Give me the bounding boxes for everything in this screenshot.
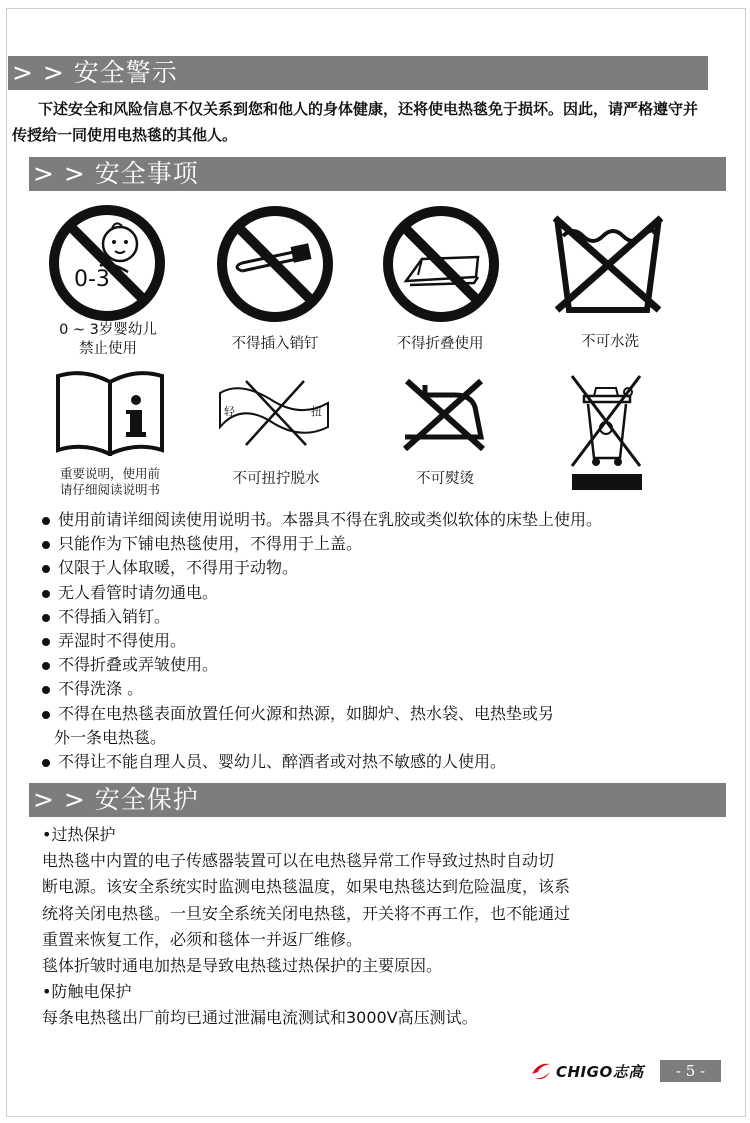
- brand-name: CHIGO志高: [556, 1062, 644, 1081]
- overheat-title: •过热保护: [42, 825, 116, 844]
- rule-item: 只能作为下铺电热毯使用，不得用于上盖。: [42, 532, 702, 556]
- chigo-logo: [530, 1059, 655, 1083]
- overheat-line: 电热毯中内置的电子传感器装置可以在电热毯异常工作导致过热时自动切: [42, 851, 555, 871]
- no-iron-icon: [395, 377, 491, 451]
- rule-item: 不得让不能自理人员、婴幼儿、醉酒者或对热不敏感的人使用。: [42, 750, 702, 774]
- no-wash-icon: [549, 210, 667, 318]
- caption-no-pin: 不得插入销钉: [231, 336, 319, 352]
- chigo-logo-icon: [530, 1062, 552, 1080]
- section-header-items: > > 安全事项: [29, 157, 726, 191]
- rule-item: 仅限于人体取暖，不得用于动物。: [42, 556, 702, 580]
- rule-item: 使用前请详细阅读使用说明书。本器具不得在乳胶或类似软体的床垫上使用。: [42, 508, 702, 532]
- infant-age-label: 0-3: [74, 267, 110, 292]
- page-number: - 5 -: [660, 1060, 721, 1082]
- safety-rules-list: [42, 508, 702, 774]
- no-fold-icon: [382, 205, 500, 323]
- wring-left-label: 轻: [224, 405, 235, 418]
- rule-item: 无人看管时请勿通电。: [42, 581, 702, 605]
- no-pin-icon: [216, 205, 334, 323]
- read-manual-icon: [54, 370, 168, 456]
- protection-section: [42, 822, 702, 1032]
- rule-item-continuation: 外一条电热毯。: [54, 727, 167, 747]
- section-header-protection: > > 安全保护: [29, 783, 726, 817]
- rule-item: 不得洗涤 。: [42, 677, 702, 701]
- caption-read-manual: 重要说明，使用前 请仔细阅读说明书: [59, 466, 160, 497]
- intro-paragraph: 下述安全和风险信息不仅关系到您和他人的身体健康，还将使电热毯免于损坏。因此，请严格遵守并传授给一同使用电热毯的其他人。: [12, 100, 699, 144]
- rule-item: 不得在电热毯表面放置任何火源和热源，如脚炉、热水袋、电热垫或另: [42, 702, 702, 726]
- rule-item: 弄湿时不得使用。: [42, 629, 702, 653]
- section-header-warning: > > 安全警示: [8, 56, 708, 90]
- overheat-line: 断电源。该安全系统实时监测电热毯温度，如果电热毯达到危险温度，该系: [42, 877, 571, 897]
- caption-no-wash: 不可水洗: [581, 334, 639, 350]
- caption-no-wring: 不可扭拧脱水: [232, 471, 320, 487]
- overheat-line: 统将关闭电热毯。一旦安全系统关闭电热毯，开关将不再工作，也不能通过: [42, 903, 571, 923]
- caption-no-iron: 不可熨烫: [416, 471, 474, 487]
- overheat-line: 毯体折皱时通电加热是导致电热毯过热保护的主要原因。: [42, 956, 443, 976]
- overheat-line: 重置来恢复工作，必须和毯体一并返厂维修。: [42, 929, 363, 949]
- rule-item: 不得插入销钉。: [42, 605, 702, 629]
- caption-no-infant: 0 ~ 3岁婴幼儿 禁止使用: [59, 322, 157, 357]
- no-bin-icon: [566, 374, 646, 492]
- shock-title: •防触电保护: [42, 982, 132, 1002]
- no-infant-icon: [48, 204, 166, 322]
- rule-item: 不得折叠或弄皱使用。: [42, 653, 702, 677]
- shock-line: 每条电热毯出厂前均已通过泄漏电流测试和3000V高压测试。: [42, 1008, 478, 1028]
- no-wring-icon: [216, 373, 334, 453]
- wring-right-label: 扭: [311, 405, 322, 418]
- caption-no-fold: 不得折叠使用: [396, 336, 484, 352]
